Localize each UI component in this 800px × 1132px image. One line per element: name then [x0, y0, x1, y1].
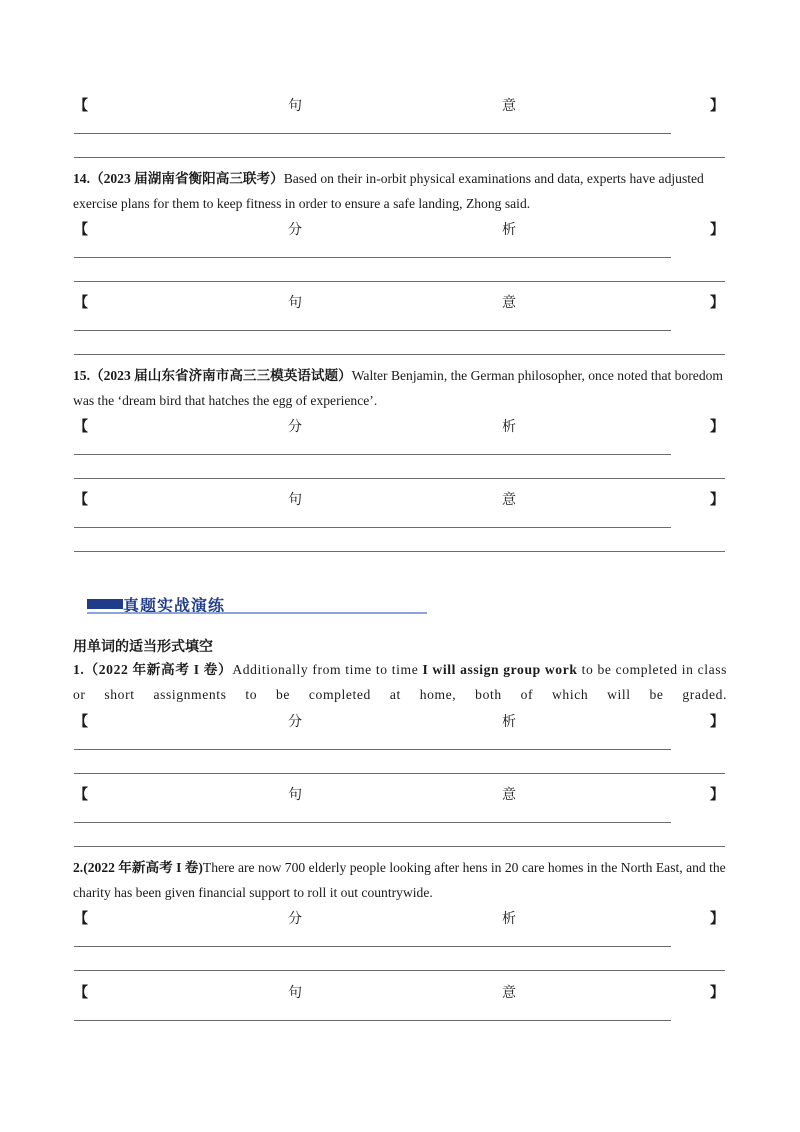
question-15	[73, 363, 727, 413]
label-fen: 分	[288, 223, 302, 238]
exercise-text-before: Additionally from time to time	[232, 662, 423, 677]
banner-underline	[87, 612, 427, 614]
label-xi: 析	[502, 912, 516, 927]
question-source: 15.（2023 届山东省济南市高三三模英语试题）	[73, 368, 352, 383]
sentence-meaning-row	[74, 292, 724, 312]
analysis-row	[74, 711, 724, 731]
label-fen: 分	[288, 420, 302, 435]
answer-line[interactable]	[74, 773, 725, 774]
label-yi: 意	[502, 99, 516, 114]
label-xi: 析	[502, 420, 516, 435]
analysis-row	[74, 219, 724, 239]
open-bracket: 【	[74, 912, 88, 927]
answer-line[interactable]	[74, 551, 725, 552]
answer-line[interactable]	[74, 133, 671, 134]
answer-line[interactable]	[74, 454, 671, 455]
label-ju: 句	[288, 99, 302, 114]
label-ju: 句	[288, 986, 302, 1001]
label-ju: 句	[288, 493, 302, 508]
answer-line[interactable]	[74, 157, 725, 158]
answer-line[interactable]	[74, 822, 671, 823]
label-yi: 意	[502, 296, 516, 311]
close-bracket: 】	[710, 912, 724, 927]
close-bracket: 】	[710, 493, 724, 508]
answer-line[interactable]	[74, 946, 671, 947]
label-fen: 分	[288, 715, 302, 730]
sentence-meaning-row	[74, 95, 724, 115]
label-ju: 句	[288, 788, 302, 803]
banner-bar-icon	[87, 599, 123, 609]
answer-line[interactable]	[74, 527, 671, 528]
exercise-text-after: to be completed in class or short assignments to be completed at home, both of which will be graded.	[73, 662, 727, 702]
label-xi: 析	[502, 223, 516, 238]
close-bracket: 】	[710, 420, 724, 435]
label-fen: 分	[288, 912, 302, 927]
close-bracket: 】	[710, 986, 724, 1001]
answer-line[interactable]	[74, 970, 725, 971]
section-title: 真题实战演练	[123, 596, 226, 615]
answer-line[interactable]	[74, 1020, 671, 1021]
exercise-source: 2.(2022 年新高考 I 卷)	[73, 860, 203, 875]
section-banner	[87, 593, 427, 615]
open-bracket: 【	[74, 99, 88, 114]
answer-line[interactable]	[74, 478, 725, 479]
label-ju: 句	[288, 296, 302, 311]
label-xi: 析	[502, 715, 516, 730]
sentence-meaning-row	[74, 982, 724, 1002]
label-yi: 意	[502, 986, 516, 1001]
close-bracket: 】	[710, 223, 724, 238]
exercise-1	[73, 657, 727, 707]
open-bracket: 【	[74, 715, 88, 730]
exercise-2	[73, 855, 727, 905]
question-text: Walter Benjamin, the German philosopher, once noted that boredom was the ‘dream bird that hatches the egg of experience’.	[73, 368, 723, 408]
label-yi: 意	[502, 788, 516, 803]
open-bracket: 【	[74, 420, 88, 435]
analysis-row	[74, 908, 724, 928]
answer-line[interactable]	[74, 257, 671, 258]
question-source: 14.（2023 届湖南省衡阳高三联考）	[73, 171, 284, 186]
open-bracket: 【	[74, 296, 88, 311]
exercise-1-line	[73, 657, 727, 707]
answer-line[interactable]	[74, 354, 725, 355]
question-text: Based on their in-orbit physical examinations and data, experts have adjusted exercise plans for them to keep fitness in order to ensure a safe landing, Zhong said.	[73, 171, 704, 211]
instruction-heading: 用单词的适当形式填空	[73, 640, 213, 655]
close-bracket: 】	[710, 99, 724, 114]
answer-line[interactable]	[74, 281, 725, 282]
answer-line[interactable]	[74, 846, 725, 847]
answer-line[interactable]	[74, 749, 671, 750]
label-yi: 意	[502, 493, 516, 508]
close-bracket: 】	[710, 296, 724, 311]
sentence-meaning-row	[74, 784, 724, 804]
open-bracket: 【	[74, 788, 88, 803]
exercise-text: There are now 700 elderly people looking after hens in 20 care homes in the North East, and the charity has been given financial support to roll it out countrywide.	[73, 860, 726, 900]
open-bracket: 【	[74, 986, 88, 1001]
answer-line[interactable]	[74, 330, 671, 331]
close-bracket: 】	[710, 715, 724, 730]
sentence-meaning-row	[74, 489, 724, 509]
open-bracket: 【	[74, 223, 88, 238]
exercise-bold-text: I will assign group work	[422, 662, 578, 677]
close-bracket: 】	[710, 788, 724, 803]
open-bracket: 【	[74, 493, 88, 508]
exercise-source: 1.（2022 年新高考 I 卷）	[73, 662, 233, 677]
analysis-row	[74, 416, 724, 436]
question-14	[73, 166, 727, 216]
